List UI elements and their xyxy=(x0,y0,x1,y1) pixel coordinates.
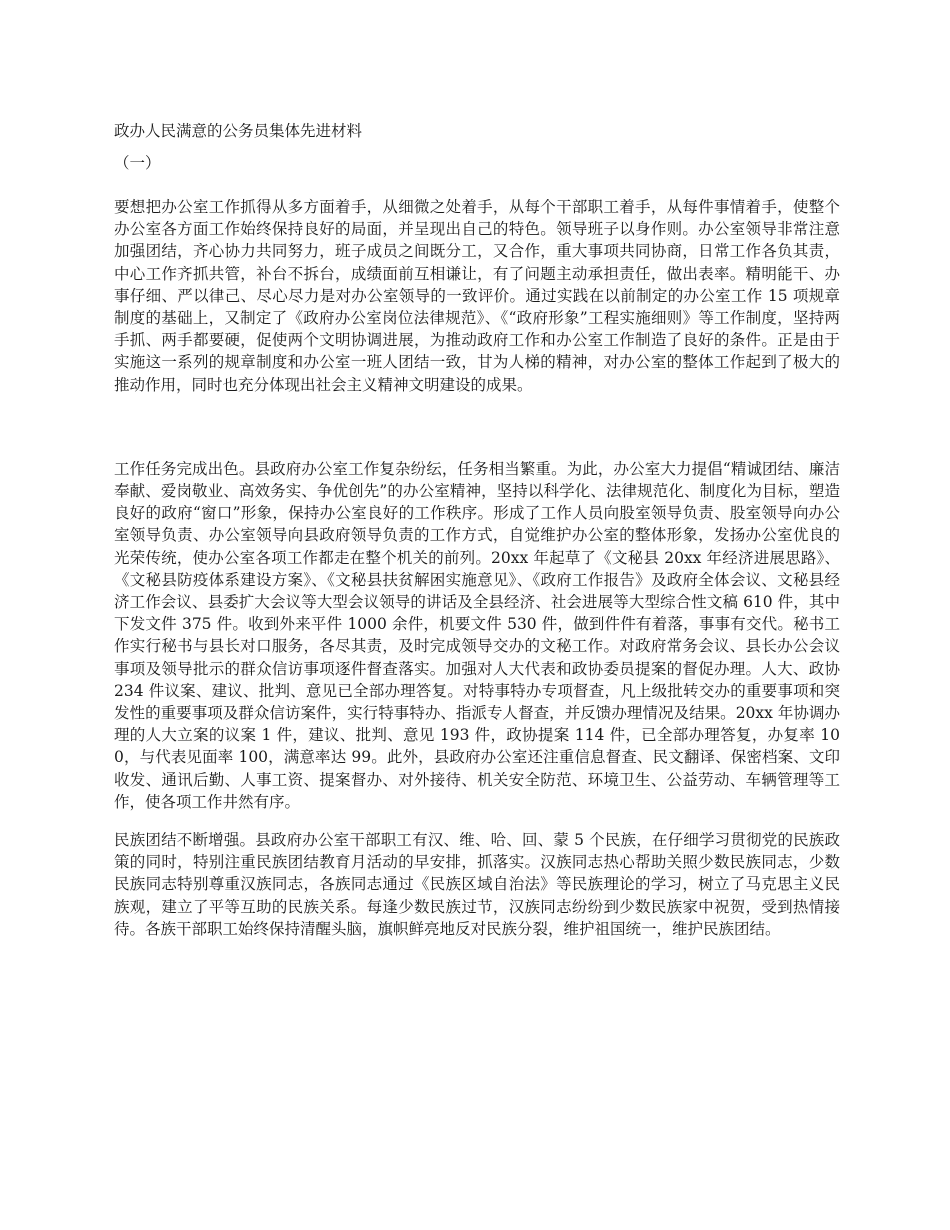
paragraph-leadership: 要想把办公室工作抓得从多方面着手，从细微之处着手，从每个干部职工着手，从每件事情着手，使整个办公室各方面工作始终保持良好的局面，并呈现出自己的特色。领导班子以身作则。办公室领导非常注意加强团结，齐心协力共同努力，班子成员之间既分工，又合作，重大事项共同协商，日常工作各负其责，中心工作齐抓共管，补台不拆台，成绩面前互相谦让，有了问题主动承担责任，做出表率。精明能干、办事仔细、严以律己、尽心尽力是对办公室领导的一致评价。通过实践在以前制定的办公室工作 15 项规章制度的基础上，又制定了《政府办公室岗位法律规范》、《“政府形象”工程实施细则》等工作制度，坚持两手抓、两手都要硬，促使两个文明协调进展，为推动政府工作和办公室工作制造了良好的条件。正是由于实施这一系列的规章制度和办公室一班人团结一致，甘为人梯的精神，对办公室的整体工作起到了极大的推动作用，同时也充分体现出社会主义精神文明建设的成果。 xyxy=(114,198,840,394)
section-number: （一） xyxy=(114,154,161,172)
paragraph-spacer xyxy=(114,396,840,458)
document-title: 政办人民满意的公务员集体先进材料 xyxy=(114,122,363,140)
paragraph-work-tasks: 工作任务完成出色。县政府办公室工作复杂纷纭，任务相当繁重。为此，办公室大力提倡“精诚团结、廉洁奉献、爱岗敬业、高效务实、争优创先”的办公室精神，坚持以科学化、法律规范化、制度化为目标，塑造良好的政府“窗口”形象，保持办公室良好的工作秩序。形成了工作人员向股室领导负责、股室领导向办公室领导负责、办公室领导向县政府领导负责的工作方式，自觉维护办公室的整体形象，发扬办公室优良的光荣传统，使办公室各项工作都走在整个机关的前列。20xx 年起草了《文秘县 20xx 年经济进展思路》、《文秘县防疫体系建设方案》、《文秘县扶贫解困实施意见》、《政府工作报告》及政府全体会议、文秘县经济工作会议、县委扩大会议等大型会议领导的讲话及全县经济、社会进展等大型综合性文稿 610 件，其中下发文件 375 件。收到外来平件 1000 余件，机要文件 530 件，做到件件有着落，事事有交代。秘书工作实行秘书与县长对口服务，各尽其责，及时完成领导交办的文秘工作。对政府常务会议、县长办公会议事项及领导批示的群众信访事项逐件督查落实。加强对人大代表和政协委员提案的督促办理。人大、政协 234 件议案、建议、批判、意见已全部办理答复。对特事特办专项督查，凡上级批转交办的重要事项和突发性的重要事项及群众信访案件，实行特事特办、指派专人督查，并反馈办理情况及结果。20xx 年协调办理的人大立案的议案 1 件，建议、批判、意见 193 件，政协提案 114 件，已全部办理答复，办复率 100，与代表见面率 100，满意率达 99。此外，县政府办公室还注重信息督查、民文翻译、保密档案、文印收发、通讯后勤、人事工资、提案督办、对外接待、机关安全防范、环境卫生、公益劳动、车辆管理等工作，使各项工作井然有序。 xyxy=(114,459,840,811)
paragraph-ethnic-unity: 民族团结不断增强。县政府办公室干部职工有汉、维、哈、回、蒙 5 个民族，在仔细学习贯彻党的民族政策的同时，特别注重民族团结教育月活动的早安排，抓落实。汉族同志热心帮助关照少数民族同志，少数民族同志特别尊重汉族同志，各族同志通过《民族区域自治法》等民族理论的学习，树立了马克思主义民族观，建立了平等互助的民族关系。每逢少数民族过节，汉族同志纷纷到少数民族家中祝贺，受到热情接待。各族干部职工始终保持清醒头脑，旗帜鲜亮地反对民族分裂，维护祖国统一，维护民族团结。 xyxy=(114,831,840,938)
document-page xyxy=(114,120,840,940)
paragraph-spacer xyxy=(114,813,840,829)
